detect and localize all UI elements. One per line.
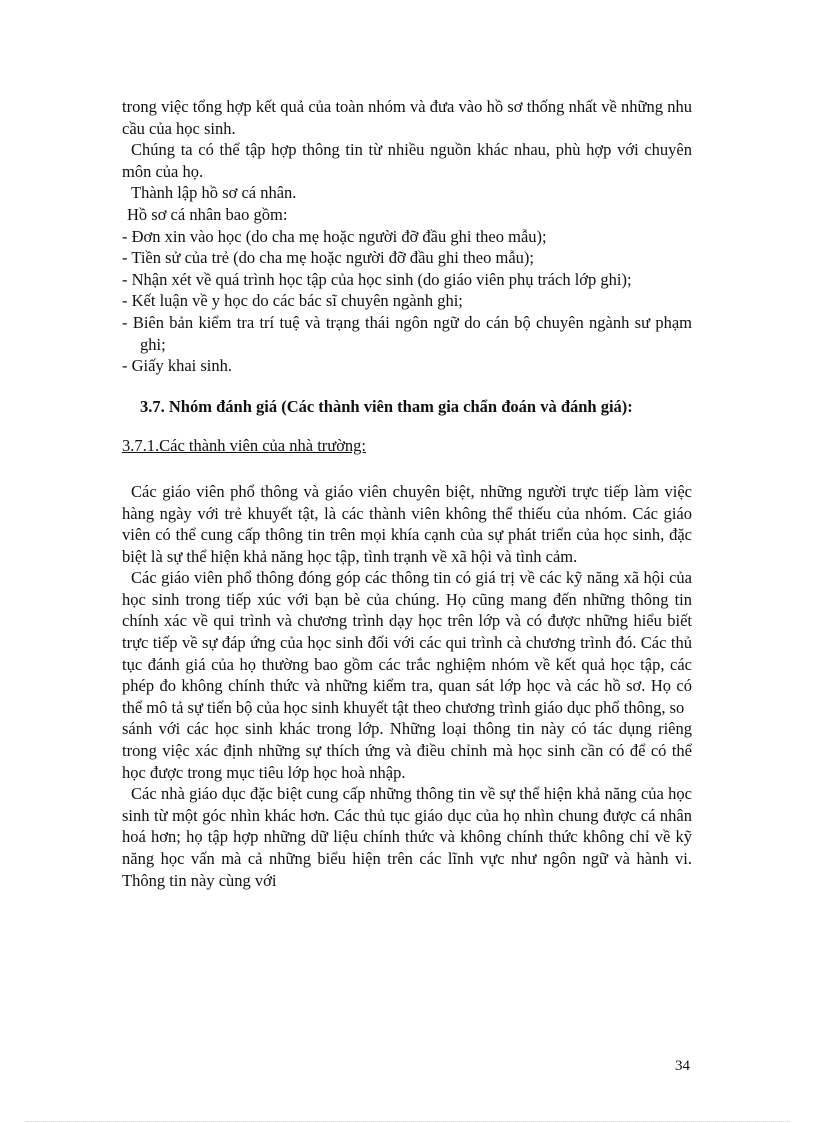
paragraph: sánh với các học sinh khác trong lớp. Những loại thông tin này có tác dụng riêng trong việc xác định những sự thích ứng và điều chỉnh mà học sinh cần có để có thể học được trong mục tiêu lớp học hoà nhập. [122,719,692,782]
paragraph: Các giáo viên phổ thông và giáo viên chuyên biệt, những người trực tiếp làm việc hàng ngày với trẻ khuyết tật, là các thành viên không thể thiếu của nhóm. Các giáo viên có thể cung cấp thông tin trên mọi khía cạnh của sự phát triển của học sinh, đặc biệt là sự thể hiện khả năng học tập, tình trạnh về xã hội và tình cảm. [122,481,692,566]
list-item: - Nhận xét về quá trình học tập của học sinh (do giáo viên phụ trách lớp ghi); [122,269,632,289]
page-number: 34 [675,1058,690,1074]
page-bottom-divider [26,1121,790,1122]
list-item: - Đơn xin vào học (do cha mẹ hoặc người đỡ đầu ghi theo mẫu); [122,226,547,246]
list-item: - Giấy khai sinh. [122,356,232,376]
list-item: - Biên bản kiểm tra trí tuệ và trạng thái ngôn ngữ do cán bộ chuyên ngành sư phạm ghi; [122,312,692,354]
list-item: - Kết luận về y học do các bác sĩ chuyên ngành ghi; [122,291,463,311]
section-heading: 3.7. Nhóm đánh giá (Các thành viên tham gia chẩn đoán và đánh giá): [140,396,633,416]
paragraph: Thành lập hồ sơ cá nhân. [131,183,297,203]
page-body [122,96,692,891]
list-item: - Tiền sử của trẻ (do cha mẹ hoặc người đỡ đầu ghi theo mẫu); [122,248,534,268]
paragraph: Các giáo viên phổ thông đóng góp các thông tin có giá trị về các kỹ năng xã hội của học sinh trong tiếp xúc với bạn bè của chúng. Họ cũng mang đến những thông tin chính xác về qui trình và chương trình dạy học trên lớp và có được những hiểu biết trực tiếp về sự đáp ứng của học sinh đối với các qui trình cà chương trình đó. Các thủ tục đánh giá của họ thường bao gồm các trắc nghiệm nhóm về kết quả học tập, các phép đo không chính thức và những kiểm tra, quan sát lớp học và các hồ sơ. Họ có thể mô tả sự tiến bộ của học sinh khuyết tật theo chương trình giáo dục phổ thông, so [122,568,692,717]
paragraph: Hồ sơ cá nhân bao gồm: [127,204,288,224]
paragraph: trong việc tổng hợp kết quả của toàn nhóm và đưa vào hồ sơ thống nhất về những nhu cầu của học sinh. [122,97,692,138]
paragraph: Chúng ta có thể tập hợp thông tin từ nhiều nguồn khác nhau, phù hợp với chuyên môn của họ. [122,140,692,181]
subsection-heading: 3.7.1.Các thành viên của nhà trường: [122,436,367,456]
paragraph: Các nhà giáo dục đặc biệt cung cấp những thông tin về sự thể hiện khả năng của học sinh từ một góc nhìn khác hơn. Các thủ tục giáo dục của họ nhìn chung được cá nhân hoá hơn; họ tập hợp những dữ liệu chính thức và không chính thức không chỉ về kỹ năng học vấn mà cả những biểu hiện trên các lĩnh vực như ngôn ngữ và hành vi. Thông tin này cùng với [122,784,692,890]
